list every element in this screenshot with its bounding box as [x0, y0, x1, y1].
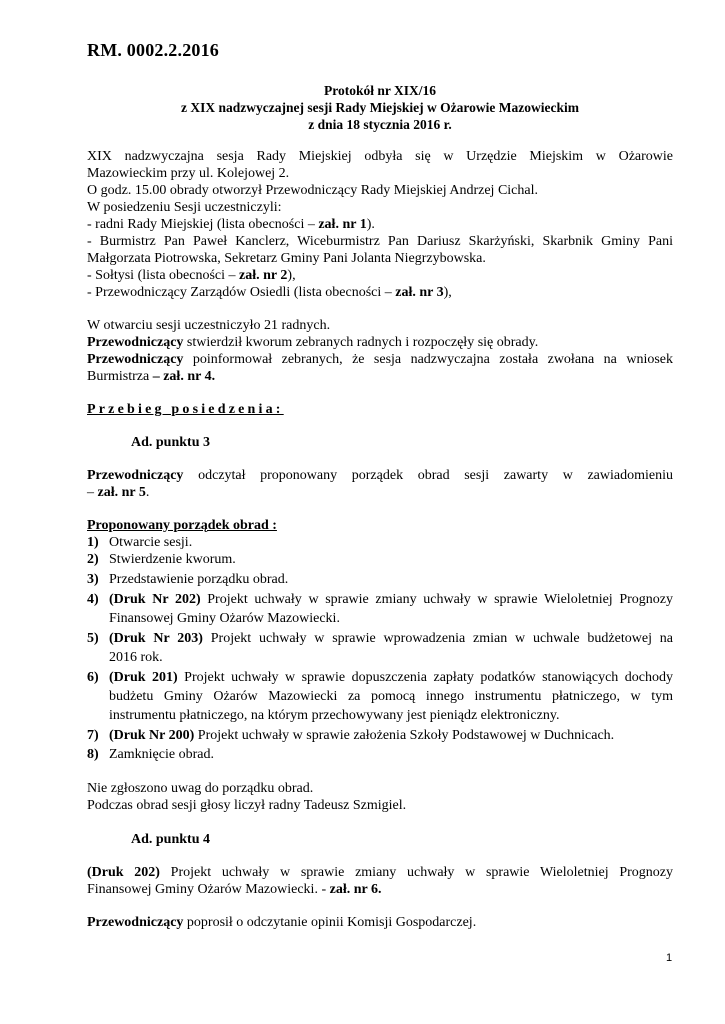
attachment-ref: zał. nr 2 — [239, 268, 288, 283]
agenda-item-4-line-2: Finansowej Gminy Ożarów Mazowiecki. — [109, 611, 340, 626]
print-number: (Druk Nr 202) — [109, 592, 201, 607]
protocol-date: z dnia 18 stycznia 2016 r. — [308, 117, 452, 132]
quorum-line-3 — [87, 351, 673, 368]
agenda-item-5-line-1 — [109, 630, 673, 647]
text: poinformował zebranych, że sesja nadzwyczajna została zwołana na wniosek — [183, 352, 673, 367]
agenda-item-8: Zamknięcie obrad. — [109, 747, 214, 762]
agenda-heading — [87, 517, 673, 534]
quorum-line-4 — [87, 368, 673, 385]
text: ), — [287, 268, 296, 283]
protocol-title: Protokół nr XIX/16 — [323, 83, 436, 98]
intro-line-5 — [87, 216, 673, 233]
agenda-item-number: 2) — [87, 552, 99, 567]
speaker: Przewodniczący — [87, 468, 184, 483]
agenda-item-number: 8) — [87, 747, 99, 762]
after-agenda-line-2: Podczas obrad sesji głosy liczył radny Tadeusz Szmigiel. — [87, 798, 407, 813]
intro-line-8 — [87, 267, 673, 284]
agenda-item-4-line-1 — [109, 591, 673, 608]
intro-line-3: O godz. 15.00 obrady otworzył Przewodniczący Rady Miejskiej Andrzej Cichal. — [87, 183, 538, 198]
ad-punktu-3-heading: Ad. punktu 3 — [131, 435, 210, 450]
text: ), — [443, 285, 452, 300]
agenda-item-6-line-3: instrumentu płatniczego, na którym przechowywany jest pieniądz elektroniczny. — [109, 708, 560, 723]
text: - Sołtysi (lista obecności – — [87, 268, 240, 283]
text: - Przewodniczący Zarządów Osiedli (lista obecności – — [87, 285, 396, 300]
text: . — [145, 485, 150, 500]
agenda-item-number: 6) — [87, 670, 99, 685]
print-number: (Druk 201) — [109, 670, 178, 685]
agenda-item-number: 3) — [87, 572, 99, 587]
intro-line-9 — [87, 284, 673, 301]
text: Projekt uchwały w sprawie zmiany uchwały w sprawie Wieloletniej Prognozy — [159, 865, 673, 880]
agenda-item-number: 4) — [87, 592, 99, 607]
text: Burmistrza — [87, 369, 153, 384]
intro-line-4: W posiedzeniu Sesji uczestniczyli: — [87, 200, 282, 215]
after-agenda-line-1: Nie zgłoszono uwag do porządku obrad. — [87, 781, 314, 796]
attachment-ref: zał. nr 3 — [395, 285, 444, 300]
section-heading-text: Przebieg posiedzenia: — [87, 402, 284, 417]
ad4-line-2 — [87, 881, 673, 898]
text: poprosił o odczytanie opinii Komisji Gospodarczej. — [183, 915, 477, 930]
agenda-item-1: Otwarcie sesji. — [109, 535, 193, 550]
agenda-item-7 — [109, 727, 673, 744]
agenda-item-6-line-2: budżetu Gminy Ożarów Mazowiecki za pomocą innego instrumentu płatniczego, w tym — [109, 689, 673, 704]
ad4-line-3 — [87, 914, 673, 931]
section-heading — [87, 401, 673, 418]
speaker: Przewodniczący — [87, 352, 184, 367]
text: Projekt uchwały w sprawie wprowadzenia zmian w uchwale budżetowej na — [202, 631, 673, 646]
attachment-ref: zał. nr 5 — [97, 485, 146, 500]
quorum-line-2 — [87, 334, 673, 351]
agenda-item-number: 7) — [87, 728, 99, 743]
quorum-line-1: W otwarciu sesji uczestniczyło 21 radnych. — [87, 318, 331, 333]
text: – — [87, 485, 98, 500]
attachment-ref: zał. nr 6. — [329, 882, 382, 897]
text: - radni Rady Miejskiej (lista obecności – — [87, 217, 319, 232]
agenda-item-number: 1) — [87, 535, 99, 550]
agenda-item-2: Stwierdzenie kworum. — [109, 552, 236, 567]
agenda-heading-text: Proponowany porządek obrad : — [87, 518, 277, 533]
attachment-ref: zał. nr 1 — [318, 217, 367, 232]
intro-line-7: Małgorzata Piotrowska, Sekretarz Gminy Pani Jolanta Niegrzybowska. — [87, 251, 486, 266]
text: stwierdził kworum zebranych radnych i rozpoczęły się obrady. — [183, 335, 539, 350]
intro-line-6: - Burmistrz Pan Paweł Kanclerz, Wiceburmistrz Pan Dariusz Skarżyński, Skarbnik Gminy Pani — [87, 234, 673, 249]
ad-punktu-4-heading: Ad. punktu 4 — [131, 832, 210, 847]
reference-number: RM. 0002.2.2016 — [87, 40, 219, 60]
ad3-line-1 — [87, 467, 673, 484]
print-number: (Druk Nr 200) — [109, 728, 195, 743]
protocol-subtitle: z XIX nadzwyczajnej sesji Rady Miejskiej w Ożarowie Mazowieckim — [181, 100, 579, 115]
ad4-line-1 — [87, 864, 673, 881]
ad3-line-2 — [87, 484, 673, 501]
agenda-item-5-line-2: 2016 rok. — [109, 650, 163, 665]
text: Finansowej Gminy Ożarów Mazowiecki. - — [87, 882, 330, 897]
speaker: Przewodniczący — [87, 915, 184, 930]
attachment-ref: – zał. nr 4. — [152, 369, 216, 384]
page-number: 1 — [666, 952, 673, 964]
agenda-item-3: Przedstawienie porządku obrad. — [109, 572, 289, 587]
text: odczytał proponowany porządek obrad sesji zawarty w zawiadomieniu — [183, 468, 673, 483]
text: Projekt uchwały w sprawie założenia Szkoły Podstawowej w Duchnicach. — [194, 728, 615, 743]
text: Projekt uchwały w sprawie zmiany uchwały w sprawie Wieloletniej Prognozy — [200, 592, 674, 607]
text: ). — [366, 217, 375, 232]
agenda-item-6-line-1 — [109, 669, 673, 686]
speaker: Przewodniczący — [87, 335, 184, 350]
text: Projekt uchwały w sprawie dopuszczenia zapłaty podatków stanowiących dochody — [177, 670, 673, 685]
intro-line-2: Mazowieckim przy ul. Kolejowej 2. — [87, 166, 290, 181]
print-number: (Druk Nr 203) — [109, 631, 203, 646]
agenda-item-number: 5) — [87, 631, 99, 646]
intro-line-1: XIX nadzwyczajna sesja Rady Miejskiej odbyła się w Urzędzie Miejskim w Ożarowie — [87, 149, 673, 164]
print-number: (Druk 202) — [87, 865, 160, 880]
